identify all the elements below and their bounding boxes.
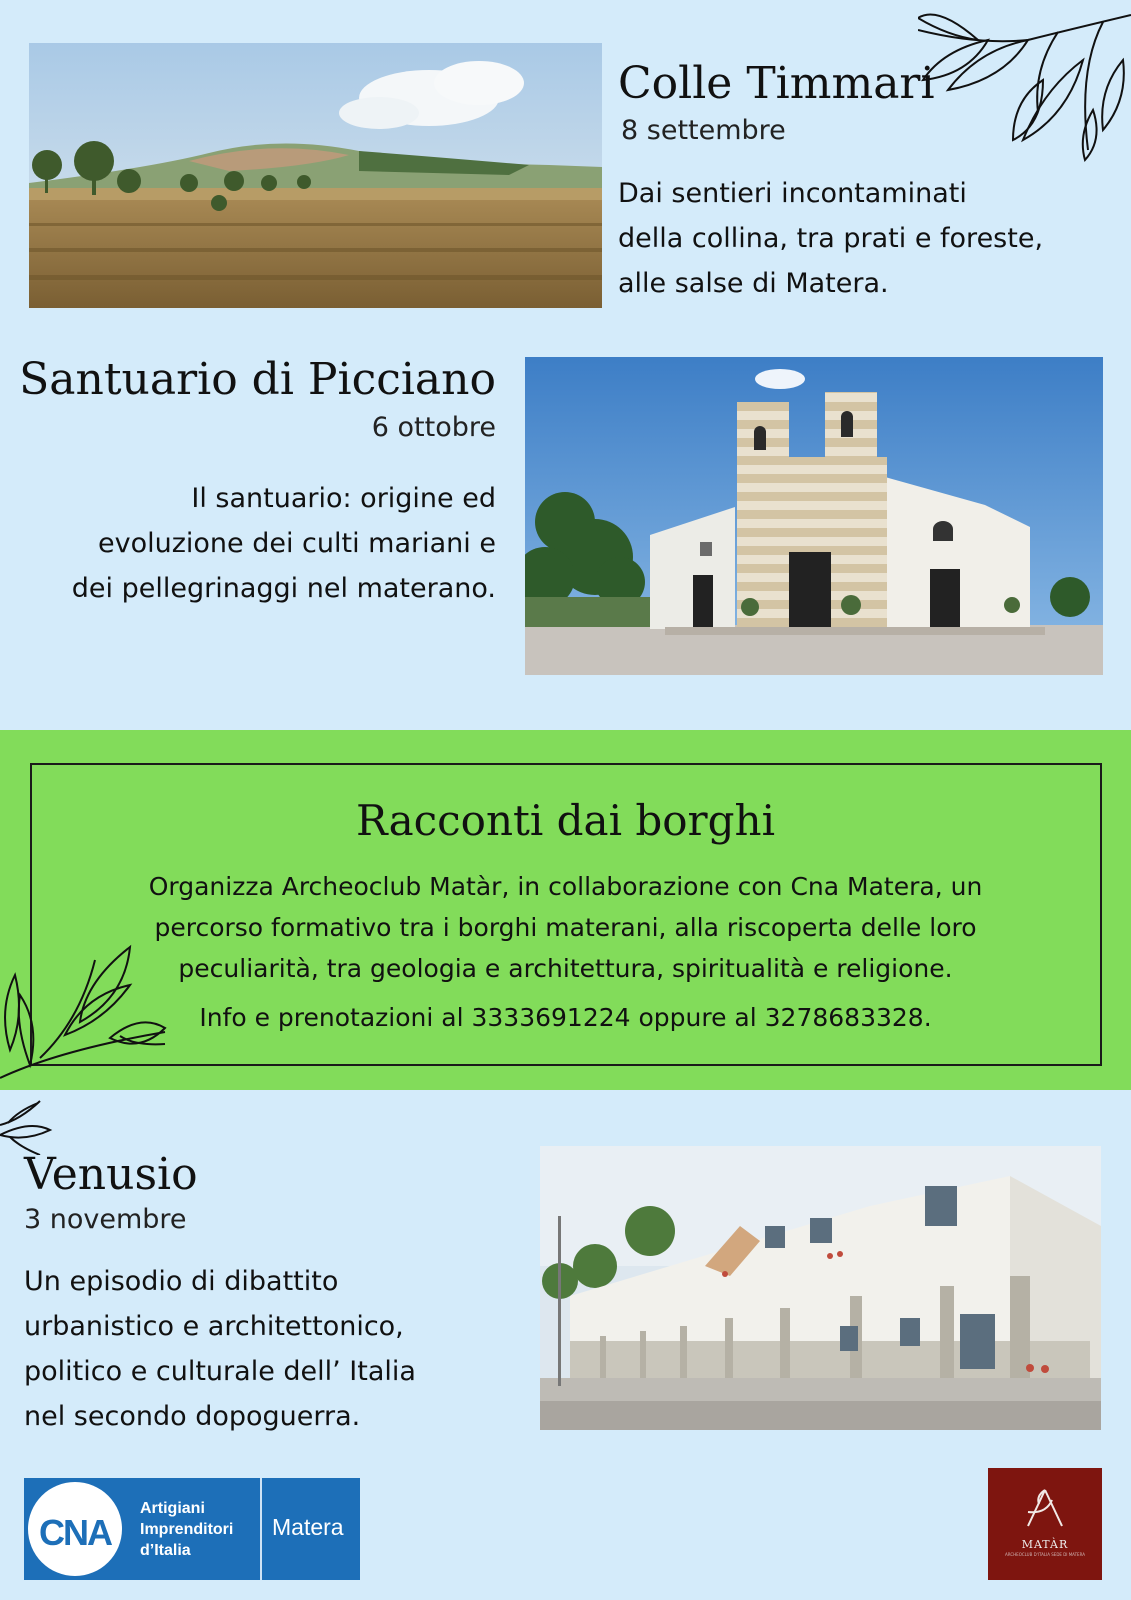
cna-tagline: [140, 1498, 270, 1561]
description-line: dei pellegrinaggi nel materano.: [71, 573, 496, 604]
santuario-photo: [525, 357, 1103, 675]
cna-badge-icon: [28, 1482, 122, 1576]
description-line: Un episodio di dibattito: [24, 1266, 339, 1297]
description-line: Il santuario: origine ed: [191, 483, 496, 514]
event-date: 6 ottobre: [371, 412, 496, 443]
cna-tagline-line: d’Italia: [140, 1542, 191, 1559]
event-title: Colle Timmari: [618, 58, 935, 109]
description-line: alle salse di Matera.: [618, 268, 889, 299]
matar-subtitle: ARCHEOCLUB D'ITALIA SEDE DI MATERA: [1005, 1552, 1085, 1557]
description-line: Dai sentieri incontaminati: [618, 178, 967, 209]
description-line: nel secondo dopoguerra.: [24, 1401, 361, 1432]
program-line: Organizza Archeoclub Matàr, in collaborazione con Cna Matera, un: [148, 872, 983, 901]
cna-badge-text: CNA: [39, 1512, 111, 1553]
leaf-branch-icon: [0, 1095, 60, 1155]
description-line: evoluzione dei culti mariani e: [98, 528, 496, 559]
cna-logo: [24, 1478, 360, 1580]
cna-tagline-line: Imprenditori: [140, 1521, 234, 1538]
description-line: urbanistico e architettonico,: [24, 1311, 404, 1342]
event-description: [618, 171, 1043, 306]
event-description: [24, 1259, 416, 1439]
program-description: [40, 866, 1091, 989]
event-date: 8 settembre: [621, 115, 786, 146]
program-line: peculiarità, tra geologia e architettura, spiritualità e religione.: [178, 954, 953, 983]
event-title: Santuario di Picciano: [19, 354, 496, 405]
program-line: percorso formativo tra i borghi materani, alla riscoperta delle loro: [154, 913, 977, 942]
cna-city: Matera: [272, 1514, 344, 1540]
description-line: della collina, tra prati e foreste,: [618, 223, 1044, 254]
matar-mountain-icon: [1022, 1486, 1068, 1532]
leaf-branch-icon: [918, 0, 1131, 165]
program-title: Racconti dai borghi: [356, 796, 775, 845]
colle-timmari-photo: [29, 43, 602, 308]
divider: [260, 1478, 262, 1580]
matar-logo: [988, 1468, 1102, 1580]
program-contact-info: Info e prenotazioni al 3333691224 oppure al 3278683328.: [199, 1003, 932, 1032]
cna-tagline-line: Artigiani: [140, 1500, 205, 1517]
event-title: Venusio: [24, 1149, 198, 1200]
event-description: [72, 476, 496, 611]
venusio-photo: [540, 1146, 1101, 1430]
matar-name: MATÀR: [1021, 1538, 1069, 1551]
event-date: 3 novembre: [24, 1204, 187, 1235]
description-line: politico e culturale dell’ Italia: [24, 1356, 416, 1387]
